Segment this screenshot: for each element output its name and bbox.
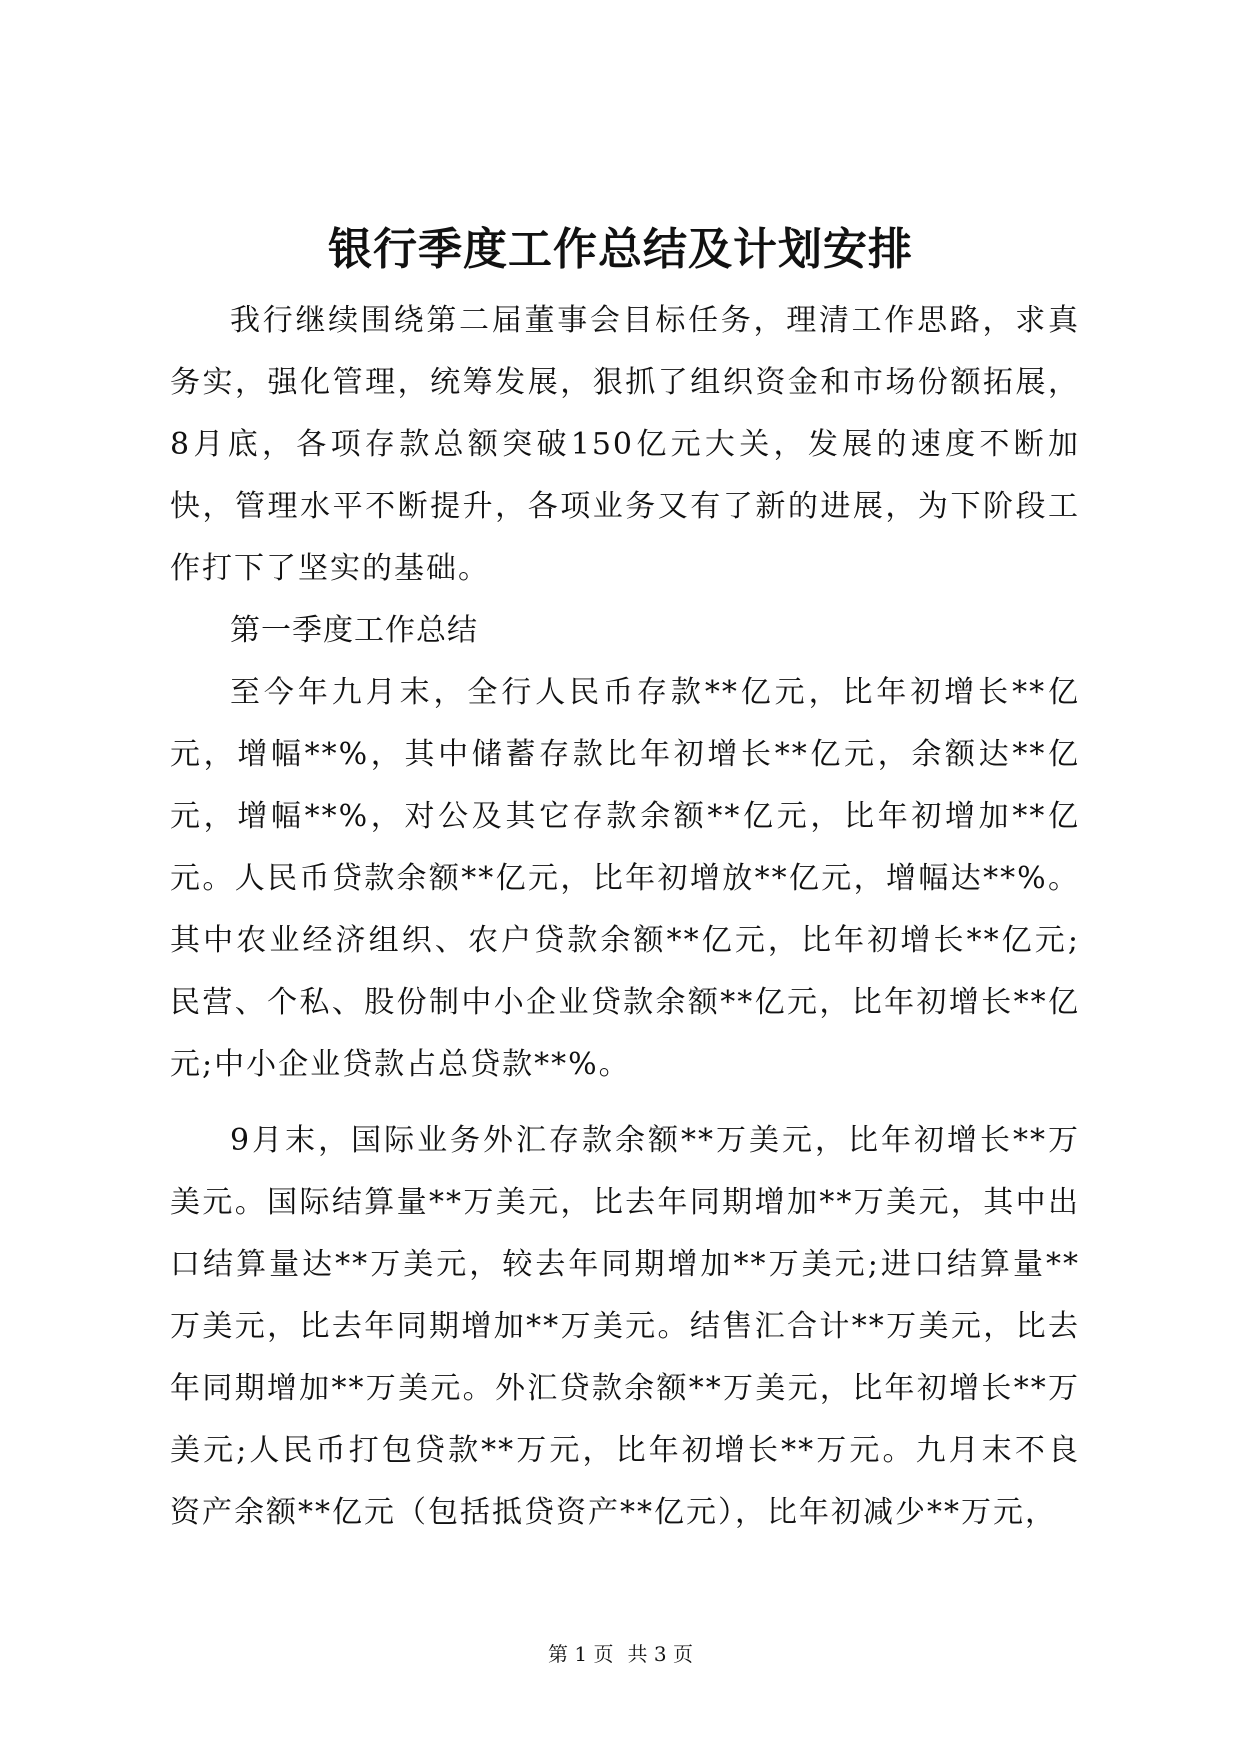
document-body xyxy=(170,290,1080,1544)
rmb-summary-paragraph: 至今年九月末，全行人民币存款**亿元，比年初增长**亿元，增幅**%，其中储蓄存款比年初增长**亿元，余额达**亿元，增幅**%，对公及其它存款余额**亿元，比年初增加**亿元。人民币贷款余额**亿元，比年初增放**亿元，增幅达**%。其中农业经济组织、农户贷款余额**亿元，比年初增长**亿元;民营、个私、股份制中小企业贷款余额**亿元，比年初增长**亿元;中小企业贷款占总贷款**%。 xyxy=(170,675,1080,1082)
page-number: 第 1 页 xyxy=(548,1642,614,1666)
page-total: 共 3 页 xyxy=(627,1642,693,1666)
section-heading: 第一季度工作总结 xyxy=(230,613,478,648)
page-footer xyxy=(0,1640,1241,1668)
intro-paragraph: 我行继续围绕第二届董事会目标任务，理清工作思路，求真务实，强化管理，统筹发展，狠抓了组织资金和市场份额拓展，8月底，各项存款总额突破150亿元大关，发展的速度不断加快，管理水平不断提升，各项业务又有了新的进展，为下阶段工作打下了坚实的基础。 xyxy=(170,303,1080,586)
international-business-paragraph: 9月末，国际业务外汇存款余额**万美元，比年初增长**万美元。国际结算量**万美元，比去年同期增加**万美元，其中出口结算量达**万美元，较去年同期增加**万美元;进口结算量**万美元，比去年同期增加**万美元。结售汇合计**万美元，比去年同期增加**万美元。外汇贷款余额**万美元，比年初增长**万美元;人民币打包贷款**万元，比年初增长**万元。九月末不良资产余额**亿元（包括抵贷资产**亿元），比年初减少**万元， xyxy=(170,1123,1080,1530)
document-title: 银行季度工作总结及计划安排 xyxy=(328,224,913,275)
